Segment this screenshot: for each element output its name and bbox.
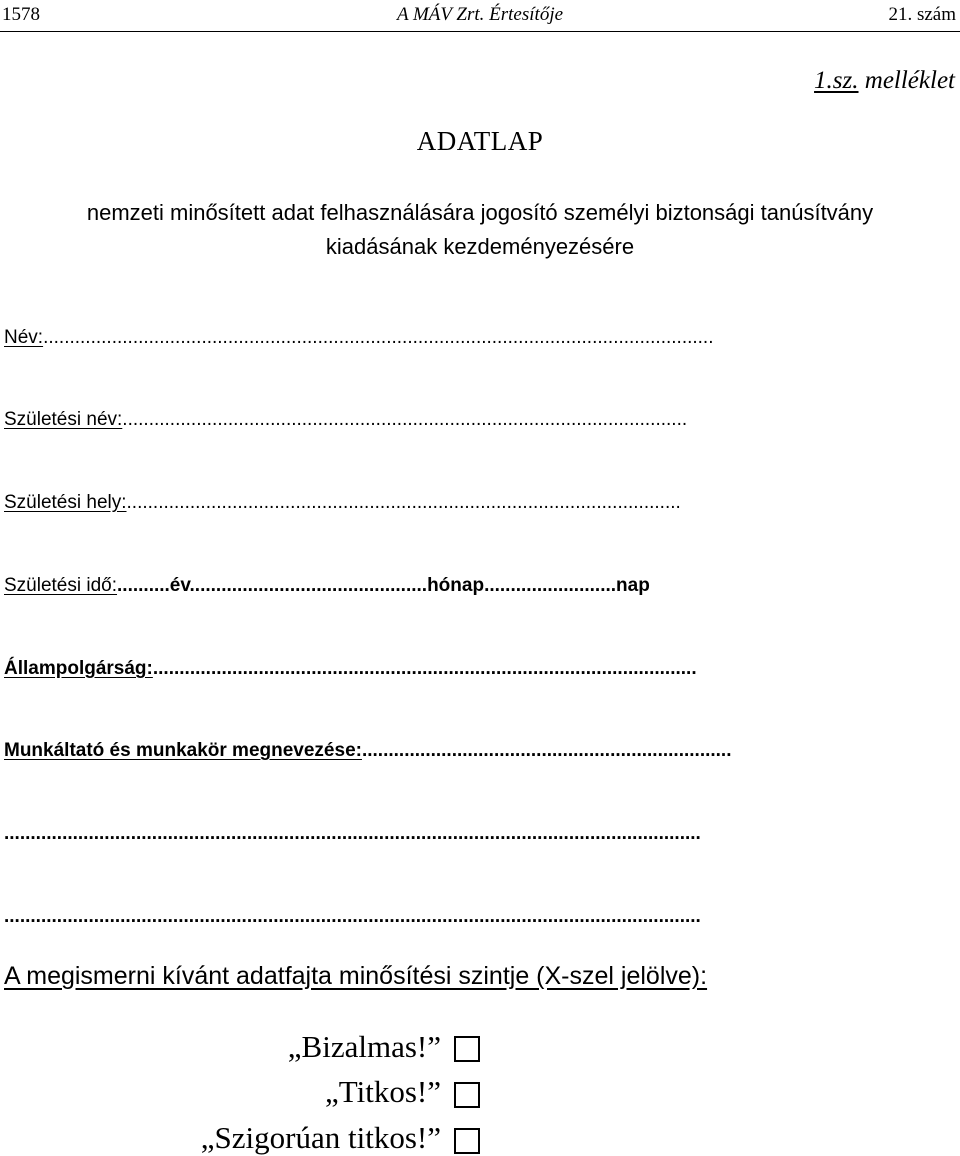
field-birth-name[interactable] <box>4 409 687 431</box>
field-birth-place-blank[interactable]: ......................................................................................................... <box>126 492 681 513</box>
issue-number: 21. szám <box>888 4 956 25</box>
field-citizenship[interactable] <box>4 658 697 680</box>
classification-heading: A megismerni kívánt adatfajta minősítési szintje (X-szel jelölve): <box>4 962 708 990</box>
field-birth-place[interactable] <box>4 492 681 514</box>
annex-text: melléklet <box>858 67 955 94</box>
option-top-secret-checkbox[interactable] <box>454 1128 480 1154</box>
subtitle-line-1: nemzeti minősített adat felhasználására jogosító személyi biztonsági tanúsítvány <box>86 200 874 225</box>
subtitle-line-2: kiadásának kezdeményezésére <box>325 234 635 259</box>
header-divider <box>0 31 960 32</box>
annex-number: 1.sz. <box>814 67 859 94</box>
option-secret-checkbox[interactable] <box>454 1082 480 1108</box>
option-top-secret-label: „Szigorúan titkos!” <box>200 1120 441 1155</box>
journal-title: A MÁV Zrt. Értesítője <box>396 4 564 25</box>
field-birth-date-blank[interactable]: ..........év.............................................hónap.........................nap <box>117 575 650 596</box>
field-citizenship-blank[interactable]: ....................................................................................................... <box>152 658 697 679</box>
field-employer-continuation-2[interactable]: .................................................................................................................................... <box>4 906 701 927</box>
annex-label <box>814 67 955 95</box>
page-number: 1578 <box>2 4 40 25</box>
document-title: ADATLAP <box>416 126 544 156</box>
field-employer-blank[interactable]: ...................................................................... <box>361 740 732 761</box>
field-birth-date-label: Születési idő: <box>4 575 118 596</box>
field-employer-continuation-1[interactable]: .................................................................................................................................... <box>4 823 701 844</box>
field-birth-name-blank[interactable]: ........................................................................................................... <box>122 409 688 430</box>
field-birth-date[interactable] <box>4 575 650 597</box>
field-birth-name-label: Születési név: <box>4 409 123 430</box>
field-employer-label: Munkáltató és munkakör megnevezése: <box>4 740 362 761</box>
field-employer[interactable] <box>4 740 732 762</box>
field-name-label: Név: <box>4 327 44 348</box>
field-birth-place-label: Születési hely: <box>4 492 127 513</box>
field-name-blank[interactable]: ............................................................................................................................... <box>43 327 714 348</box>
option-confidential-checkbox[interactable] <box>454 1036 480 1062</box>
option-secret-label: „Titkos!” <box>325 1074 441 1109</box>
field-name[interactable] <box>4 327 714 349</box>
option-confidential-label: „Bizalmas!” <box>287 1029 441 1064</box>
field-citizenship-label: Állampolgárság: <box>4 658 153 679</box>
